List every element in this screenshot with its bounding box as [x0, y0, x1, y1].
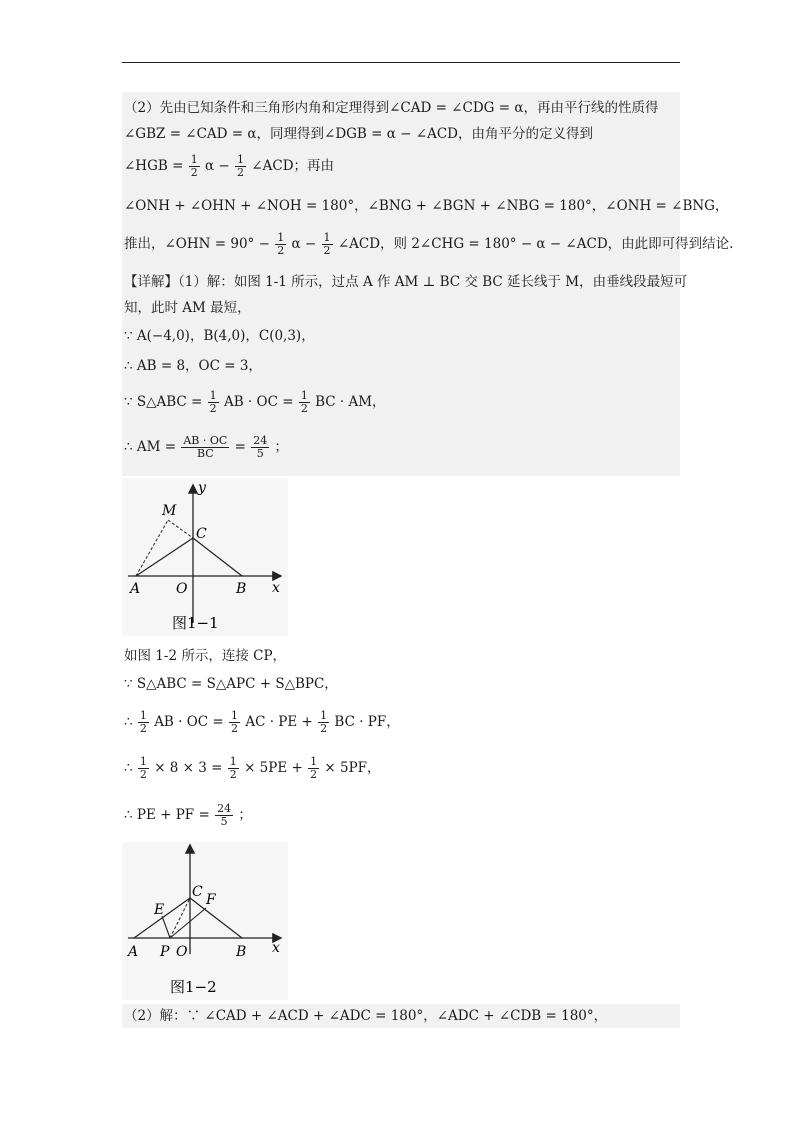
- solution2-line1: 如图 1-2 所示，连接 CP，: [124, 648, 287, 664]
- fraction-half: $\frac{1}{2}$: [323, 231, 331, 257]
- label-o: O: [176, 581, 188, 597]
- solution-line1: 【详解】（1）解：如图 1-1 所示，过点 A 作 AM ⊥ BC 交 BC 延长线于 M，由垂线段最短可: [124, 274, 688, 290]
- solution-line5: ∵ S△ABC = $\frac{1}{2}$ AB · OC = $\frac{1}{2}$ BC · AM，: [124, 389, 386, 415]
- label-c: C: [196, 526, 207, 542]
- label-b: B: [236, 581, 247, 597]
- label-c: C: [192, 884, 203, 900]
- part2-intro-line5: 推出，∠OHN = 90° − $\frac{1}{2}$ α − $\frac{1}{2}$ ∠ACD，则 2∠CHG = 180° − α − ∠ACD，由此即可得到结论.: [124, 231, 734, 257]
- label-b: B: [236, 944, 247, 960]
- label-a: A: [128, 944, 139, 960]
- solution2-line2: ∵ S△ABC = S△APC + S△BPC，: [124, 676, 338, 692]
- solution-line6: ∴ AM = $\frac{AB \cdot OC}{BC}$ = $\frac{24}{5}$ ；: [124, 434, 289, 460]
- label-m: M: [162, 503, 177, 519]
- part2-solution-line1: （2）解：∵ ∠CAD + ∠ACD + ∠ADC = 180°，∠ADC + ∠CDB = 180°，: [124, 1008, 608, 1024]
- segment-am-dashed: [136, 520, 168, 576]
- fraction-half: $\frac{1}{2}$: [320, 709, 328, 735]
- solution-line3: ∵ A(−4,0)，B(4,0)，C(0,3)，: [124, 328, 315, 344]
- segment-ac: [136, 538, 193, 576]
- fraction-half: $\frac{1}{2}$: [139, 709, 147, 735]
- header-rule: [122, 62, 680, 63]
- fraction-half: $\frac{1}{2}$: [231, 709, 239, 735]
- fraction-half: $\frac{1}{2}$: [229, 755, 237, 781]
- label-y: y: [198, 480, 206, 496]
- solution-line4: ∴ AB = 8，OC = 3，: [124, 358, 262, 374]
- fraction-24-5: $\frac{24}{5}$: [217, 802, 232, 828]
- label-x: x: [272, 580, 280, 596]
- part2-intro-line2: ∠GBZ = ∠CAD = α，同理得到∠DGB = α − ∠ACD，由角平分的定义得到: [124, 126, 593, 142]
- segment-cp-dashed: [170, 898, 190, 938]
- label-a: A: [130, 581, 141, 597]
- fraction-half: $\frac{1}{2}$: [277, 231, 285, 257]
- figure-1-2: [122, 842, 288, 1000]
- segment-mc-dashed: [168, 520, 193, 538]
- fraction-24-5: $\frac{24}{5}$: [253, 434, 268, 460]
- solution2-line3: ∴ $\frac{1}{2}$ AB · OC = $\frac{1}{2}$ AC · PE + $\frac{1}{2}$ BC · PF，: [124, 709, 400, 735]
- label-e: E: [154, 902, 165, 918]
- label-x: x: [272, 940, 280, 956]
- fraction-half: $\frac{1}{2}$: [300, 389, 308, 415]
- segment-cb: [190, 898, 242, 938]
- segment-cb: [193, 538, 242, 576]
- figure-1-1: [122, 478, 288, 636]
- solution-line2: 知，此时 AM 最短，: [124, 300, 251, 316]
- label-p: P: [160, 944, 170, 960]
- fraction-half: $\frac{1}{2}$: [139, 755, 147, 781]
- segment-pe: [162, 916, 170, 938]
- solution2-line5: ∴ PE + PF = $\frac{24}{5}$ ；: [124, 802, 252, 828]
- fraction-half: $\frac{1}{2}$: [190, 153, 198, 179]
- segment-pf: [170, 908, 206, 938]
- figure-1-2-caption: 图1−2: [170, 978, 217, 996]
- fraction-am: $\frac{AB \cdot OC}{BC}$: [183, 434, 228, 460]
- part2-intro-line1: （2）先由已知条件和三角形内角和定理得到∠CAD = ∠CDG = α，再由平行线的性质得: [124, 100, 659, 116]
- part2-intro-line3: ∠HGB = $\frac{1}{2}$ α − $\frac{1}{2}$ ∠ACD；再由: [124, 153, 335, 179]
- fraction-half: $\frac{1}{2}$: [237, 153, 245, 179]
- fraction-half: $\frac{1}{2}$: [209, 389, 217, 415]
- solution2-line4: ∴ $\frac{1}{2}$ × 8 × 3 = $\frac{1}{2}$ × 5PE + $\frac{1}{2}$ × 5PF，: [124, 755, 381, 781]
- part2-intro-line4: ∠ONH + ∠OHN + ∠NOH = 180°，∠BNG + ∠BGN + ∠NBG = 180°，∠ONH = ∠BNG，: [124, 198, 729, 214]
- label-o: O: [176, 944, 188, 960]
- label-f: F: [206, 892, 216, 908]
- figure-1-1-caption: 图1−1: [172, 614, 219, 632]
- fraction-half: $\frac{1}{2}$: [310, 755, 318, 781]
